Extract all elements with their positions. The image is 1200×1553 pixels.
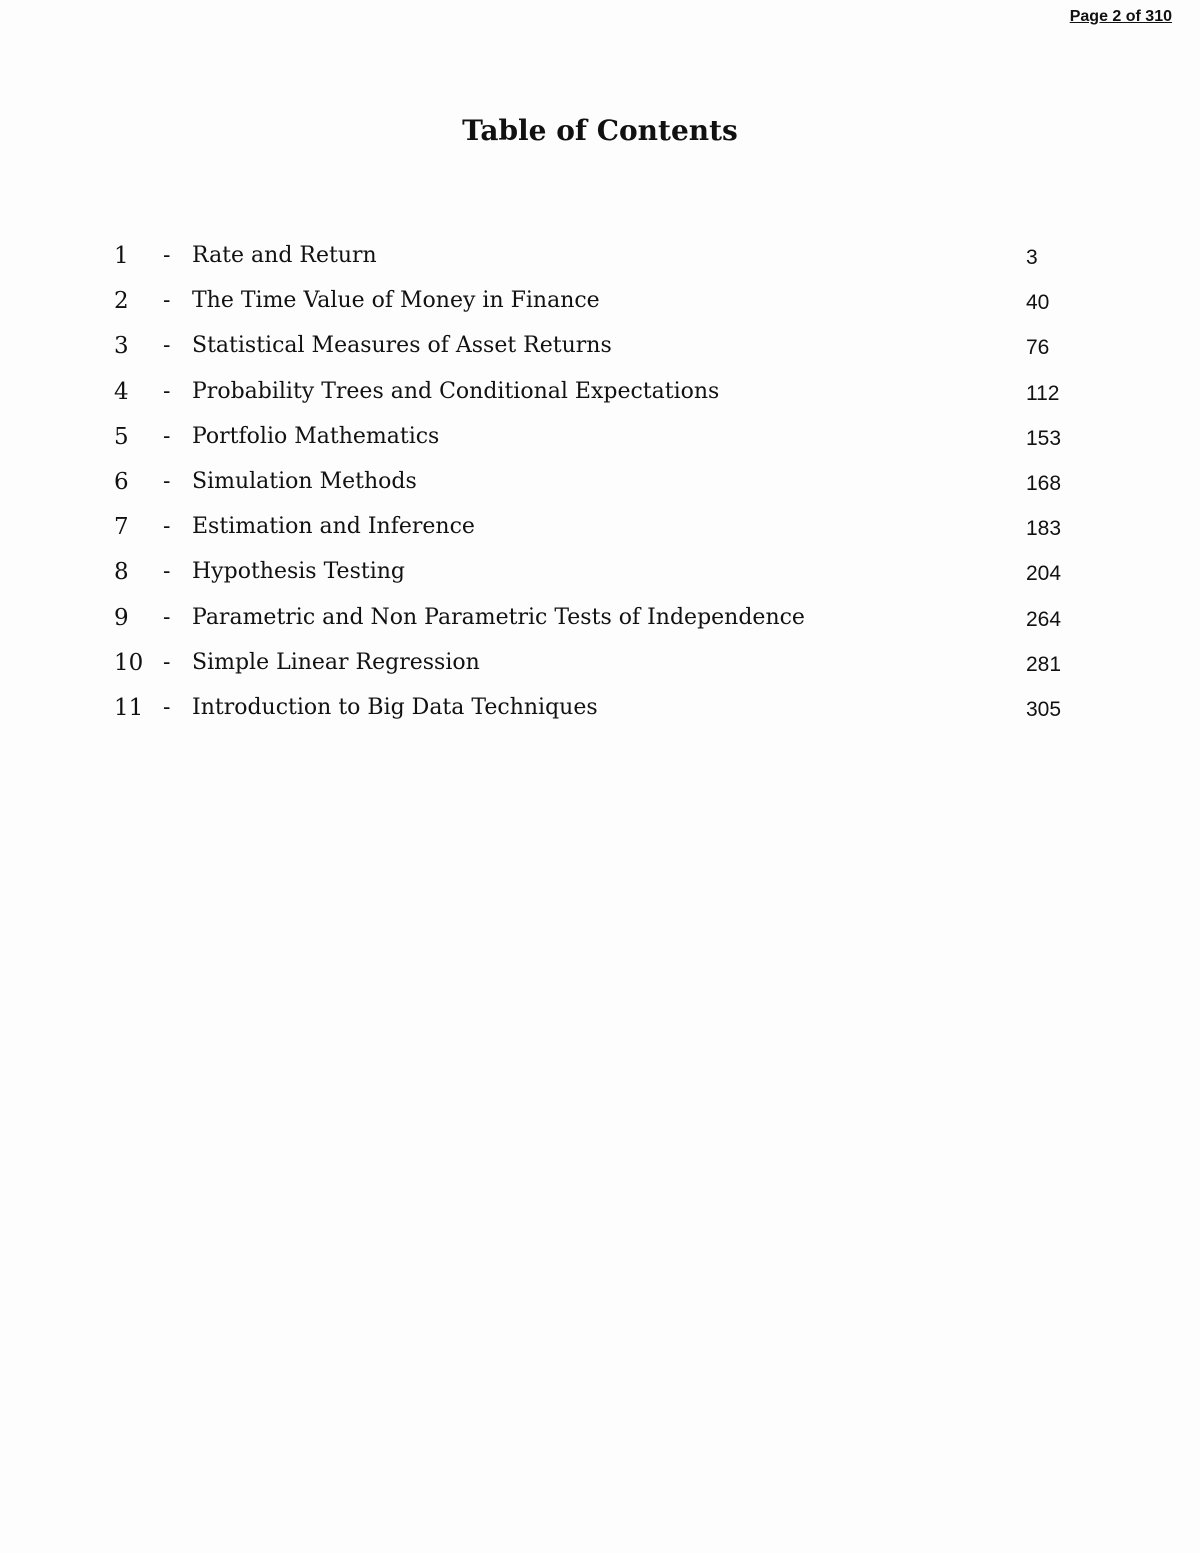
toc-entry-title: The Time Value of Money in Finance [192, 288, 600, 314]
toc-entry-separator: - [163, 604, 171, 630]
toc-entry-separator: - [163, 468, 171, 494]
toc-entry[interactable] [0, 688, 1200, 733]
toc-entry-separator: - [163, 559, 171, 585]
toc-entry-page: 76 [1026, 336, 1050, 360]
toc-entry-separator: - [163, 243, 171, 268]
toc-entry-page: 40 [1026, 291, 1050, 315]
toc-entry-number: 10 [114, 649, 144, 676]
toc-entry-title: Hypothesis Testing [192, 559, 405, 585]
toc-entry-title: Rate and Return [192, 243, 377, 268]
toc-entry-page: 264 [1026, 607, 1062, 631]
toc-entry-separator: - [163, 649, 171, 675]
toc-entry[interactable] [0, 462, 1200, 507]
page-number-label: Page 2 of 310 [1069, 8, 1172, 25]
toc-entry[interactable] [0, 236, 1200, 281]
toc-entry-number: 8 [114, 559, 129, 586]
toc-entry-page: 112 [1026, 381, 1060, 405]
toc-entry-title: Estimation and Inference [192, 514, 475, 540]
toc-entry-title: Simple Linear Regression [192, 649, 480, 675]
toc-entry-page: 204 [1026, 562, 1062, 586]
toc-entry-number: 4 [114, 378, 129, 405]
toc-entry-title: Statistical Measures of Asset Returns [192, 333, 612, 359]
toc-entry[interactable] [0, 552, 1200, 597]
toc-entry-page: 305 [1026, 697, 1062, 721]
toc-entry-title: Probability Trees and Conditional Expectations [192, 378, 720, 404]
toc-entry-page: 168 [1026, 471, 1062, 495]
toc-entry-page: 3 [1026, 246, 1038, 269]
toc-entry-number: 9 [114, 604, 129, 631]
toc-entry-title: Simulation Methods [192, 468, 417, 494]
toc-entry-separator: - [163, 423, 171, 449]
toc-entry-number: 11 [114, 694, 144, 721]
toc-entry-separator: - [163, 288, 171, 314]
toc-entry-number: 2 [114, 288, 129, 315]
toc-entry-page: 153 [1026, 426, 1062, 450]
toc-entry-page: 281 [1026, 652, 1062, 676]
toc-entry[interactable] [0, 281, 1200, 326]
toc-entry-title: Introduction to Big Data Techniques [192, 694, 598, 720]
toc-entry-number: 7 [114, 514, 129, 541]
toc-entry[interactable] [0, 326, 1200, 371]
toc-entry-number: 5 [114, 423, 129, 450]
toc-entry-page: 183 [1026, 517, 1062, 541]
toc-entry[interactable] [0, 598, 1200, 643]
toc-entry-number: 6 [114, 468, 129, 495]
toc-entry-separator: - [163, 333, 171, 359]
toc-entry[interactable] [0, 507, 1200, 552]
toc-entry-separator: - [163, 694, 171, 720]
toc-entry[interactable] [0, 372, 1200, 417]
page-title: Table of Contents [462, 114, 738, 147]
toc-entry-title: Portfolio Mathematics [192, 423, 440, 449]
toc-entry-separator: - [163, 378, 171, 404]
toc-entry-number: 3 [114, 333, 129, 360]
toc-entry-separator: - [163, 514, 171, 540]
toc-list [0, 236, 1200, 733]
toc-entry[interactable] [0, 417, 1200, 462]
toc-entry-number: 1 [114, 243, 129, 269]
toc-entry[interactable] [0, 643, 1200, 688]
toc-entry-title: Parametric and Non Parametric Tests of Independence [192, 604, 805, 630]
